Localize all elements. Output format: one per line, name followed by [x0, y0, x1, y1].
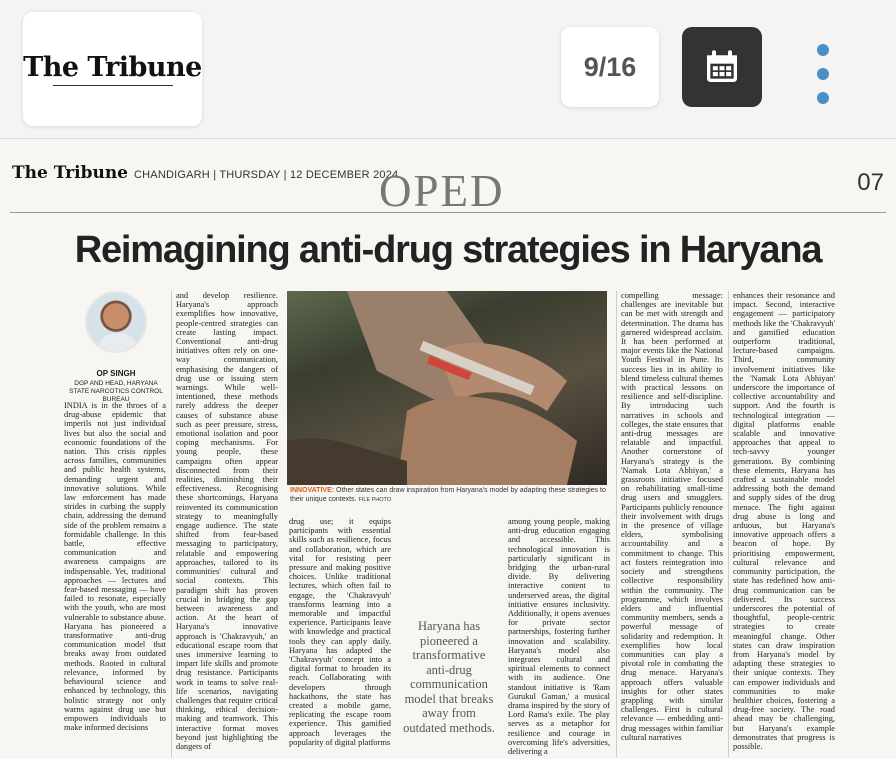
masthead-dateline: CHANDIGARH | THURSDAY | 12 DECEMBER 2024 — [134, 169, 399, 181]
masthead-rule — [10, 212, 886, 213]
logo-rule — [53, 85, 173, 86]
article-column-2: and develop resilience. Haryana's approach exemplifies how innovative, people-centred strategies can create lasting impact. Conventional anti-drug initiatives often rely on one-way communication, emphasising the dangers of drug use or issuing stern warnings. While well-intentioned, these methods rarely address the deeper causes of substance abuse such as peer pressure, stress, emotional isolation and poor coping mechanisms. For young people, these campaigns often appear disconnected from their realities, diminishing their effectiveness. Recognising these shortcomings, Haryana reinvented its communication strategy to meaningfully engage audience. The state shifted from fear-based messaging to participatory, relatable and empowering approaches, tailored to its communities' cultural and social contexts. This paradigm shift has proven crucial in bridging the gap between awareness and action. At the heart of Haryana's innovative approach is 'Chakravyuh,' an educational escape room that uses immersive learning to impart life skills and promote drug resistance. Participants work in teams to solve real-life scenarios, navigating challenges that require critical thinking, ethical decision-making and teamwork. This interactive format moves beyond just highlighting the dangers of — [176, 291, 278, 751]
column-rule — [616, 291, 617, 757]
article-column-5: compelling message: challenges are inevitable but can be met with strength and determination. The drama has garnered widespread acclaim. It has been performed at major events like the National Youth Festival in Pune. Its success lies in its ability to blend timeless cultural themes with practical lessons on resilience and self-discipline. By introducing such narratives in schools and colleges, the state ensures that anti-drug messages are relatable and impactful. Another cornerstone of Haryana's strategy is the 'Namak Lota Abhiyan,' a grassroots initiative focused on rehabilitating small-time drug users and smugglers. Participants publicly renounce their involvement with drugs in the presence of village elders, symbolising accountability and a commitment to change. This act fosters reintegration into society and strengthens collective responsibility within the community. The programme, which involves elders and influential community members, sends a powerful message of solidarity and redemption. It exemplifies how local communities can play a pivotal role in combating the drug menace. Haryana's approach offers valuable insights for other states grappling with similar challenges. First is cultural relevance — embedding anti-drug messages within familiar cultural narratives — [621, 291, 723, 742]
column-rule — [171, 291, 172, 757]
article-column-3: drug use; it equips participants with essential skills such as resilience, focus and collaboration, which are vital for resisting peer pressure and making positive choices. Unlike traditional lectures, which often fail to engage, the 'Chakravyuh' transforms learning into a memorable and impactful experience. Participants leave with knowledge and practical tools they can apply daily. Haryana has adapted the 'Chakravyuh' concept into a digital format to broaden its reach. Collaborating with developers through hackathons, the state has created a mobile game, replicating the escape room experience. This gamified approach leverages the popularity of digital platforms — [289, 517, 391, 747]
logo-text: The Tribune — [23, 52, 202, 83]
article-column-6: enhances their resonance and impact. Second, interactive engagement — participatory methods like the 'Chakravyuh' and gamified education outperform traditional, lecture-based campaigns. Third, community involvement initiatives like the 'Namak Lota Abhiyan' underscore the importance of collective accountability and support. And the fourth is technological integration — digital platforms enable scalable and innovative approaches that appeal to tech-savvy younger generations. By combining these elements, Haryana has crafted a sustainable model addressing both the demand and supply sides of the drug menace. The fight against drug abuse is long and arduous, but Haryana's innovative approach offers a beacon of hope. By prioritising empowerment, cultural relevance and community participation, the state has redefined how anti-drug communication can be delivered. Its success underscores the potential of thoughtful, people-centric strategies to create meaningful change. Other states can draw inspiration from Haryana's model by adapting these strategies to their unique contexts. They can empower individuals and communities to make healthier choices, fostering a drug-free society. The road ahead may be challenging, but Haryana's example demonstrates that progress is possible. — [733, 291, 835, 751]
column-rule — [728, 291, 729, 757]
page-counter[interactable]: 9/16 — [561, 27, 659, 107]
article-column-1: INDIA is in the throes of a drug-abuse epidemic that imperils not just individual lives but also the social and economic foundations of the nation. This crisis ripples across families, communities and public health systems, demanding urgent and innovative solutions. While law enforcement has made strides in curbing the supply chain, addressing the demand side of the problem remains a formidable challenge. In this battle, effective communication and awareness campaigns are indispensable. Yet, traditional approaches — lectures and fear-based messaging — have failed to resonate, especially with the youth, who are most vulnerable to substance abuse. Haryana has pioneered a transformative anti-drug communication model that breaks away from outdated methods. Rooted in cultural relevance, informed by behavioural science and enhanced by technology, this holistic strategy not only warns against drug use but empowers individuals to make informed decisions — [64, 401, 166, 733]
author-block — [66, 291, 166, 404]
section-title: OPED — [379, 166, 505, 216]
masthead-paper: The Tribune — [12, 163, 128, 183]
caption-text: Other states can draw inspiration from Haryana's model by adapting these strategies to their unique contexts. — [290, 487, 606, 503]
article-photo — [287, 291, 607, 485]
page-number: 07 — [857, 169, 884, 196]
calendar-icon — [702, 47, 742, 87]
newspaper-page — [0, 138, 896, 759]
caption-credit: FILE PHOTO — [358, 496, 392, 503]
photo-caption — [290, 487, 608, 504]
author-role: DGP AND HEAD, HARYANA STATE NARCOTICS CONTROL BUREAU — [69, 380, 163, 403]
article-column-4: among young people, making anti-drug education engaging and accessible. This technological innovation is particularly significant in bridging the urban-rural divide. By delivering interactive content to underserved areas, the digital initiative ensures inclusivity. Additionally, it opens avenues for private sector partnerships, fostering further innovation and scalability. Haryana's model also integrates cultural and spiritual elements to connect with its audience. One standout initiative is 'Ram Gurukul Gaman,' a musical drama inspired by the story of Lord Rama's exile. The play serves as a metaphor for resilience and courage in overcoming life's adversities, delivering a — [508, 517, 610, 757]
masthead — [12, 163, 398, 183]
publication-logo[interactable] — [23, 12, 202, 126]
calendar-button[interactable] — [682, 27, 762, 107]
pull-quote: Haryana has pioneered a transformative anti-drug communication model that breaks away from outdated methods. — [403, 619, 495, 735]
syringe-photo-art — [287, 291, 607, 485]
caption-lead: INNOVATIVE: — [290, 487, 335, 494]
app-toolbar — [0, 0, 896, 138]
author-avatar — [85, 291, 147, 353]
more-vertical-icon[interactable] — [806, 44, 840, 104]
author-name: OP SINGH — [96, 369, 136, 378]
article-headline: Reimagining anti-drug strategies in Haryana — [74, 229, 822, 271]
